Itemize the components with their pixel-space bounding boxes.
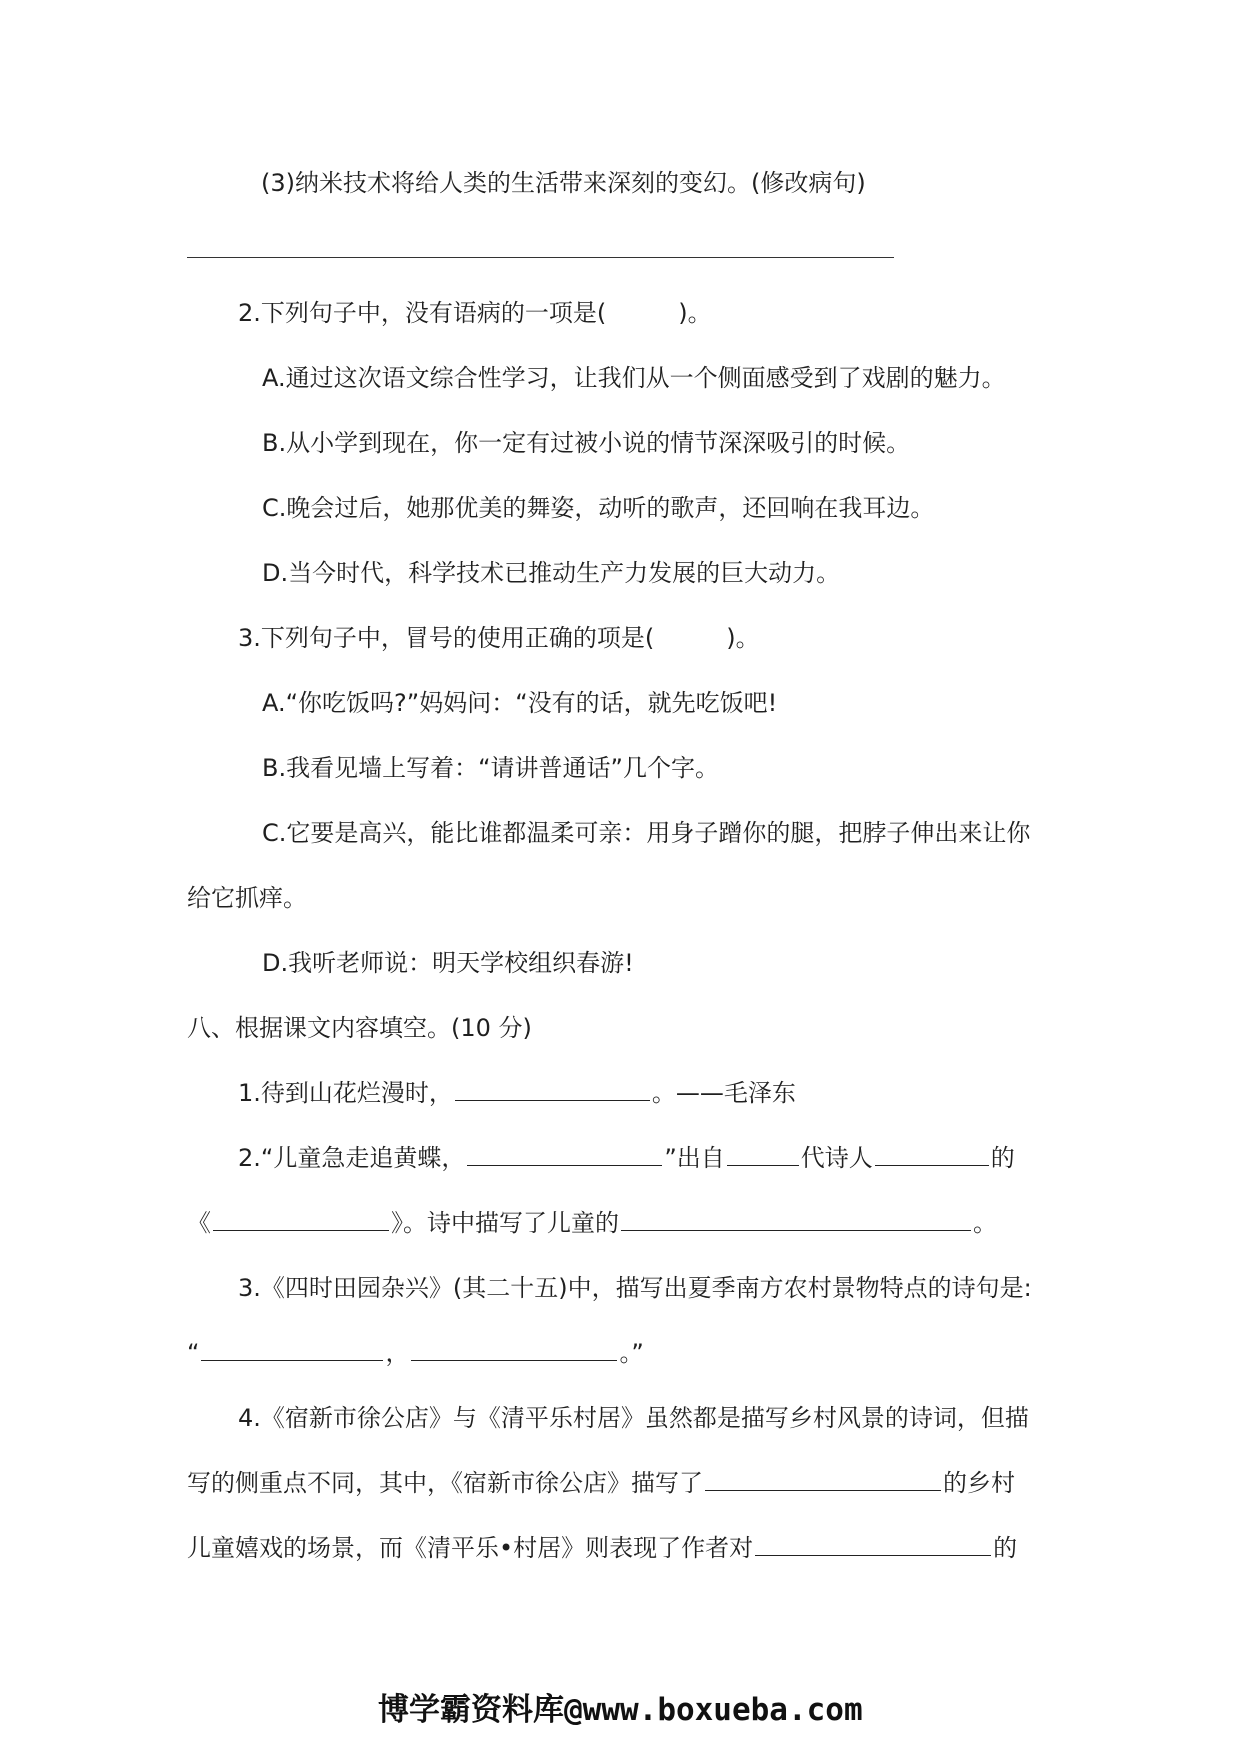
s8-item-4-end3: 的 xyxy=(993,1534,1018,1562)
item-3-revise-sentence: (3)纳米技术将给人类的生活带来深刻的变幻。(修改病句) xyxy=(261,169,866,197)
s8-item-1 xyxy=(238,1077,796,1109)
s8-item-1-text: 1.待到山花烂漫时， xyxy=(238,1079,453,1107)
s8-item-2-line1 xyxy=(238,1142,1015,1174)
s8-item-3-close: 。” xyxy=(619,1339,644,1367)
fill-blank xyxy=(755,1535,991,1556)
q2-option-c: C.晚会过后，她那优美的舞姿，动听的歌声，还回响在我耳边。 xyxy=(262,494,935,522)
s8-item-1-end: 。——毛泽东 xyxy=(651,1079,796,1107)
s8-item-2-part2: ”出自 xyxy=(664,1144,725,1172)
s8-item-3-line1: 3.《四时田园杂兴》(其二十五)中，描写出夏季南方农村景物特点的诗句是: xyxy=(238,1274,1032,1302)
s8-item-4-line3 xyxy=(187,1532,1017,1564)
fill-blank xyxy=(201,1340,383,1361)
s8-item-2-part4: 的 xyxy=(990,1144,1015,1172)
s8-item-4-line1: 4.《宿新市徐公店》与《清平乐村居》虽然都是描写乡村风景的诗词，但描 xyxy=(238,1404,1029,1432)
q3-option-c-line1: C.它要是高兴，能比谁都温柔可亲：用身子蹭你的腿，把脖子伸出来让你 xyxy=(262,819,1031,847)
s8-item-4-end2: 的乡村 xyxy=(943,1469,1015,1497)
q3-stem-end: )。 xyxy=(726,624,760,652)
section-8-heading: 八、根据课文内容填空。(10 分) xyxy=(187,1014,532,1042)
s8-item-2-open: 《 xyxy=(187,1209,211,1237)
q2-option-b: B.从小学到现在，你一定有过被小说的情节深深吸引的时候。 xyxy=(262,429,911,457)
fill-blank xyxy=(705,1470,941,1491)
s8-item-3-line2 xyxy=(187,1337,644,1369)
fill-blank xyxy=(727,1145,799,1166)
s8-item-2-line2 xyxy=(187,1207,997,1239)
fill-blank xyxy=(467,1145,662,1166)
fill-blank xyxy=(621,1210,971,1231)
q2-option-a: A.通过这次语文综合性学习，让我们从一个侧面感受到了戏剧的魅力。 xyxy=(262,364,1006,392)
s8-item-4-text2: 写的侧重点不同，其中，《宿新市徐公店》描写了 xyxy=(187,1469,703,1497)
s8-item-4-line2 xyxy=(187,1467,1015,1499)
q3-option-d: D.我听老师说：明天学校组织春游! xyxy=(262,949,634,977)
fill-blank xyxy=(411,1340,617,1361)
q2-stem-text: 2.下列句子中，没有语病的一项是( xyxy=(238,299,607,327)
s8-item-3-comma: ， xyxy=(385,1339,410,1367)
s8-item-2-part1: 2.“儿童急走追黄蝶， xyxy=(238,1144,466,1172)
fill-blank xyxy=(455,1080,650,1101)
s8-item-2-end: 。 xyxy=(973,1209,997,1237)
footer-watermark: 博学霸资料库@www.boxueba.com xyxy=(378,1692,863,1728)
s8-item-2-mid: 》。诗中描写了儿童的 xyxy=(391,1209,619,1237)
s8-item-3-open: “ xyxy=(187,1339,200,1367)
question-3-stem xyxy=(238,622,760,654)
question-2-stem xyxy=(238,297,712,329)
q2-option-d: D.当今时代，科学技术已推动生产力发展的巨大动力。 xyxy=(262,559,841,587)
q3-stem-text: 3.下列句子中，冒号的使用正确的项是( xyxy=(238,624,655,652)
q2-stem-end: )。 xyxy=(678,299,712,327)
fill-blank xyxy=(875,1145,989,1166)
q3-option-b: B.我看见墙上写着：“请讲普通话”几个字。 xyxy=(262,754,719,782)
fill-blank xyxy=(213,1210,389,1231)
q3-option-c-line2: 给它抓痒。 xyxy=(187,884,307,912)
answer-line xyxy=(187,257,894,258)
s8-item-2-part3: 代诗人 xyxy=(800,1144,873,1172)
q3-option-a: A.“你吃饭吗?”妈妈问：“没有的话，就先吃饭吧! xyxy=(262,689,778,717)
s8-item-4-text3: 儿童嬉戏的场景，而《清平乐•村居》则表现了作者对 xyxy=(187,1534,754,1562)
